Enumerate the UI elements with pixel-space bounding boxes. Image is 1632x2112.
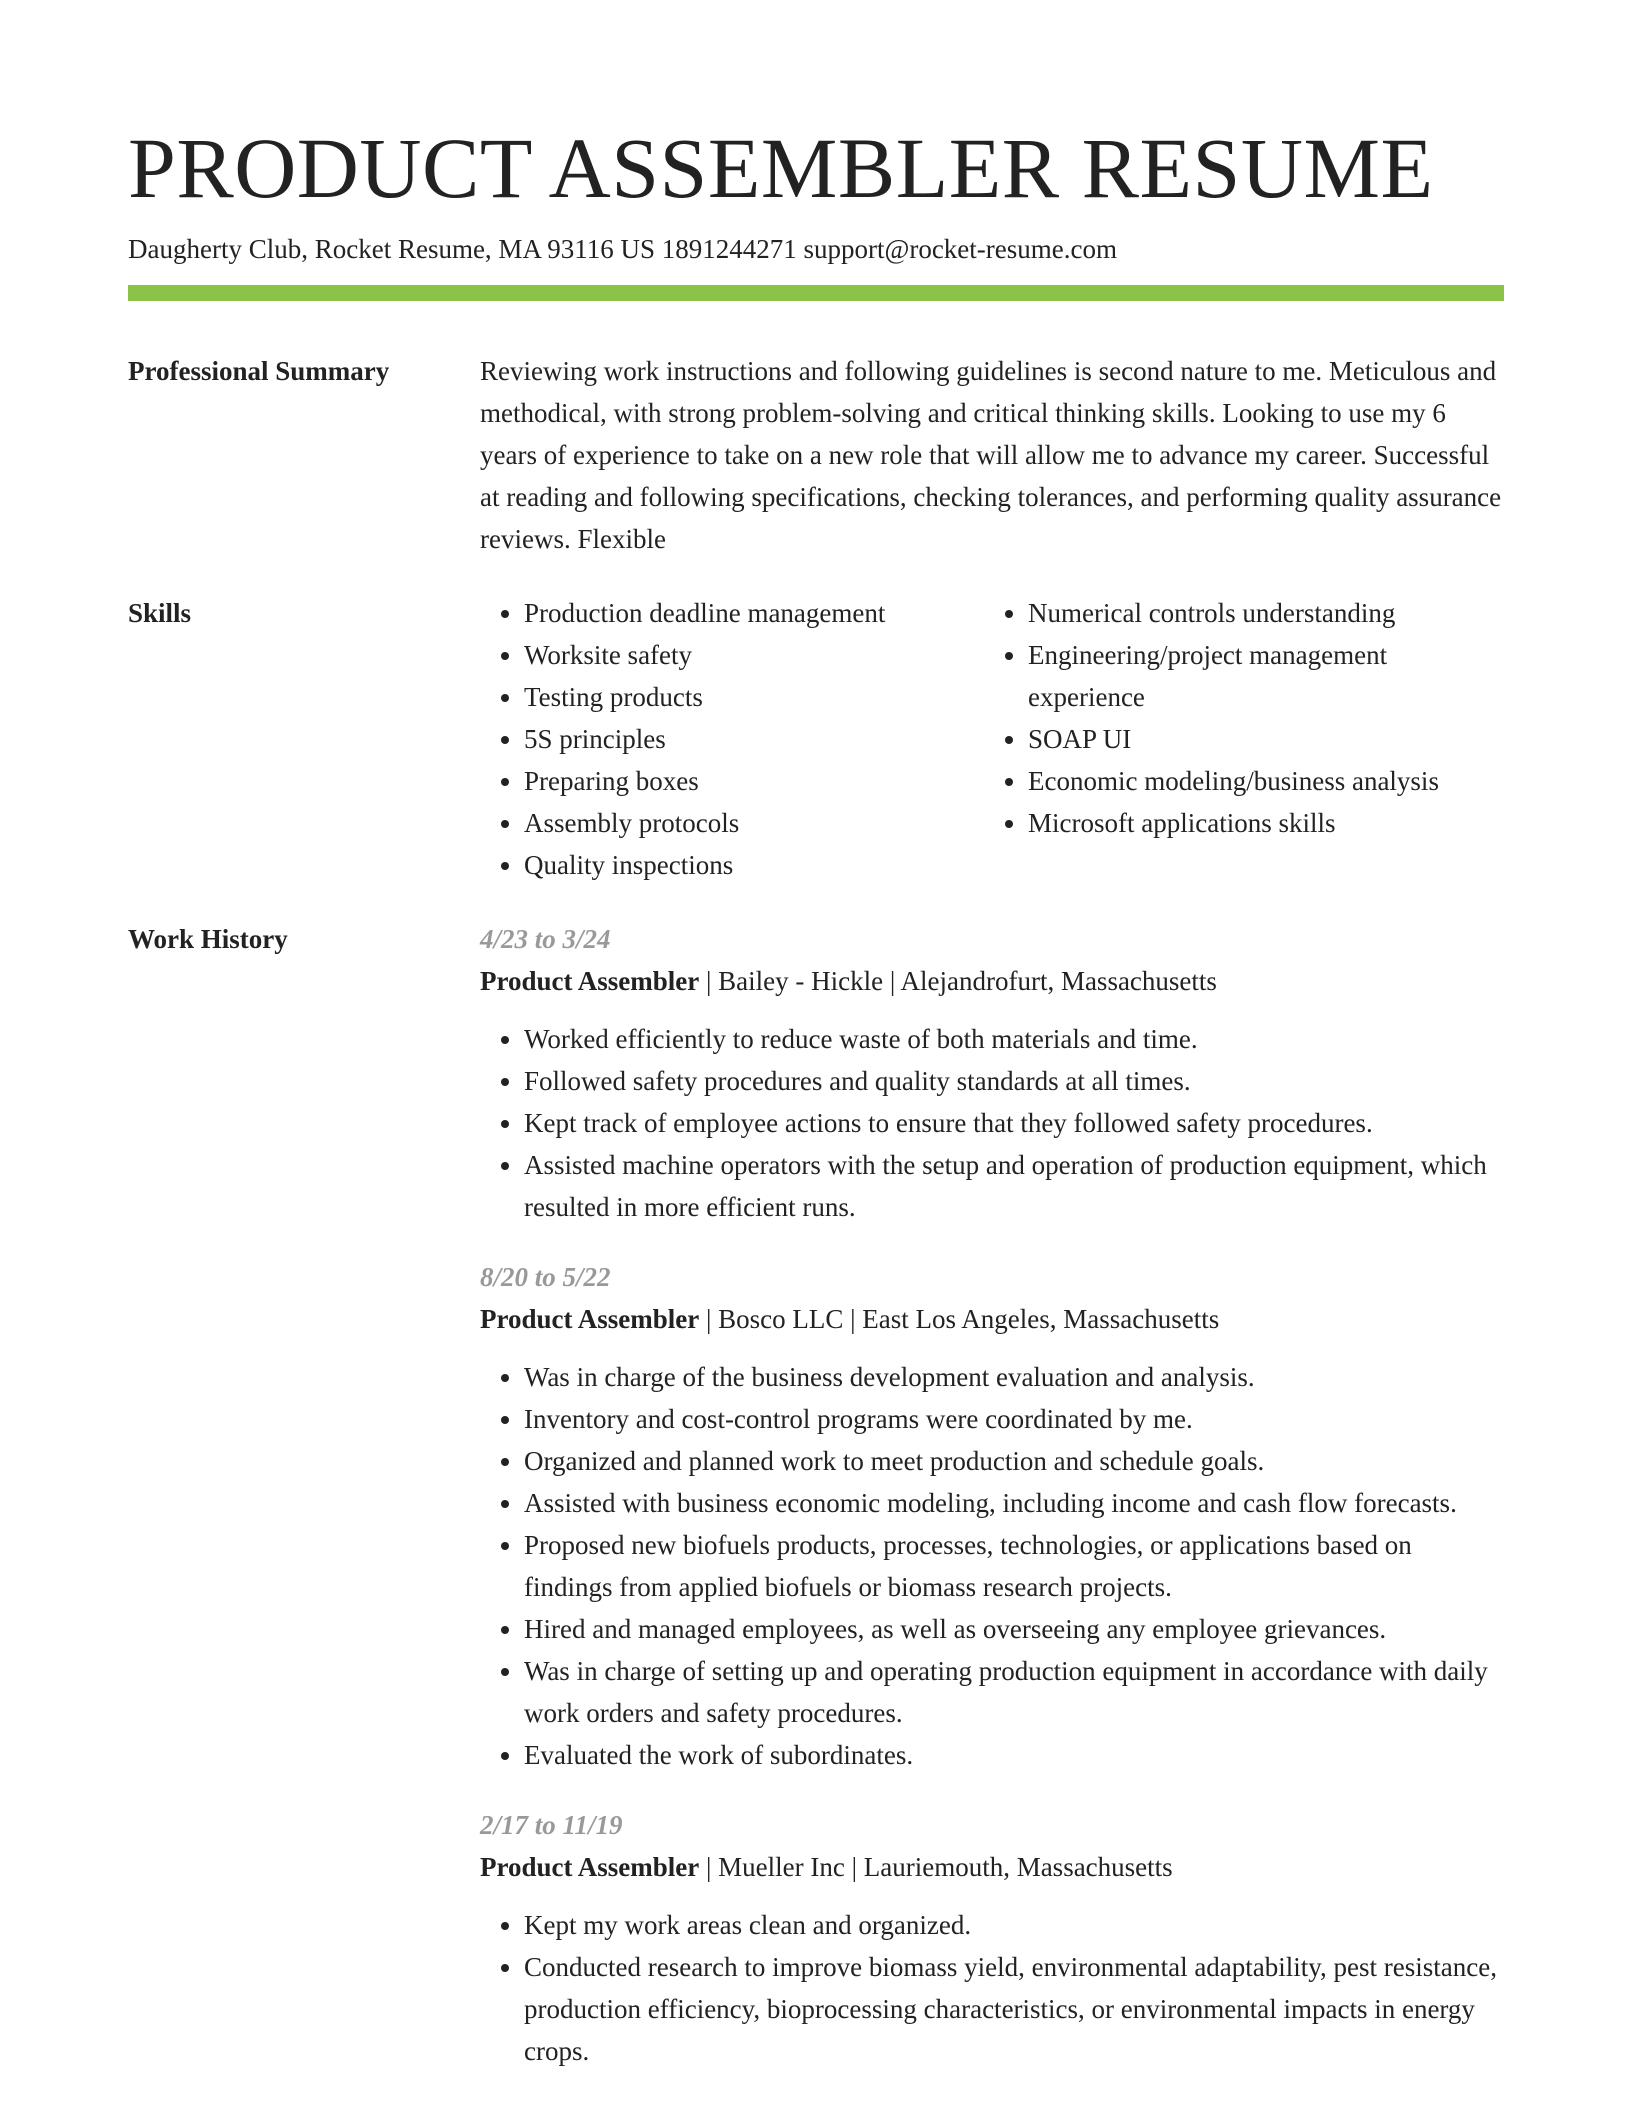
job-bullet: • Assisted machine operators with the setup and operation of production equipment, which resulted in more efficient runs.: [524, 1144, 1504, 1228]
job-employer-location: | Mueller Inc | Lauriemouth, Massachusetts: [699, 1852, 1173, 1882]
skill-item: • Microsoft applications skills: [1028, 802, 1488, 844]
job-bullet: • Was in charge of setting up and operating production equipment in accordance with daily work orders and safety procedures.: [524, 1650, 1504, 1734]
skill-item: • SOAP UI: [1028, 718, 1488, 760]
skill-item: • Worksite safety: [524, 634, 984, 676]
skill-item: • Production deadline management: [524, 592, 984, 634]
skill-item: • Quality inspections: [524, 844, 984, 886]
job-bullet: • Kept my work areas clean and organized.: [524, 1904, 1504, 1946]
job-heading: [480, 960, 1504, 1002]
job-employer-location: | Bailey - Hickle | Alejandrofurt, Massachusetts: [699, 966, 1217, 996]
job-bullet: • Followed safety procedures and quality standards at all times.: [524, 1060, 1504, 1102]
resume-title: PRODUCT ASSEMBLER RESUME: [128, 120, 1434, 216]
skill-item: • Engineering/project management experience: [1028, 634, 1488, 718]
job-title: Product Assembler: [480, 1304, 700, 1334]
skill-item: • Preparing boxes: [524, 760, 984, 802]
skill-item: • 5S principles: [524, 718, 984, 760]
skills-columns: [480, 592, 1504, 886]
job-dates: 8/20 to 5/22: [480, 1262, 611, 1292]
job-bullet: • Organized and planned work to meet production and schedule goals.: [524, 1440, 1504, 1482]
job-bullet: • Evaluated the work of subordinates.: [524, 1734, 1504, 1776]
work-history-list: [480, 918, 1504, 2100]
job-bullet: • Assisted with business economic modeling, including income and cash flow forecasts.: [524, 1482, 1504, 1524]
skills-label: Skills: [128, 598, 192, 628]
job-title: Product Assembler: [480, 966, 700, 996]
summary-body: [480, 350, 1504, 560]
job-entry: [480, 918, 1504, 1228]
summary-label: Professional Summary: [128, 356, 390, 386]
skills-body: [480, 592, 1504, 886]
accent-divider: [128, 285, 1504, 301]
skill-item: • Assembly protocols: [524, 802, 984, 844]
job-entry: [480, 1804, 1504, 2072]
work-label: Work History: [128, 924, 288, 954]
job-bullet: • Conducted research to improve biomass yield, environmental adaptability, pest resistance, production efficiency, bioprocessing characteristics, or environmental impacts in energy crops.: [524, 1946, 1504, 2072]
job-bullet-list: [480, 1904, 1504, 2072]
job-bullet-list: [480, 1356, 1504, 1776]
skill-item: • Economic modeling/business analysis: [1028, 760, 1488, 802]
job-dates: 4/23 to 3/24: [480, 924, 611, 954]
job-bullet: • Worked efficiently to reduce waste of both materials and time.: [524, 1018, 1504, 1060]
job-bullet: • Kept track of employee actions to ensure that they followed safety procedures.: [524, 1102, 1504, 1144]
job-bullet: • Hired and managed employees, as well as overseeing any employee grievances.: [524, 1608, 1504, 1650]
job-bullet: • Was in charge of the business development evaluation and analysis.: [524, 1356, 1504, 1398]
job-bullet: • Proposed new biofuels products, processes, technologies, or applications based on findings from applied biofuels or biomass research projects.: [524, 1524, 1504, 1608]
skill-item: • Numerical controls understanding: [1028, 592, 1488, 634]
job-employer-location: | Bosco LLC | East Los Angeles, Massachusetts: [699, 1304, 1220, 1334]
job-heading: [480, 1298, 1504, 1340]
job-title: Product Assembler: [480, 1852, 700, 1882]
job-entry: [480, 1256, 1504, 1776]
skill-item: • Testing products: [524, 676, 984, 718]
contact-line: Daugherty Club, Rocket Resume, MA 93116 US 1891244271 support@rocket-resume.com: [128, 234, 1117, 264]
job-heading: [480, 1846, 1504, 1888]
skills-list-left: [480, 592, 984, 886]
job-dates: 2/17 to 11/19: [480, 1810, 623, 1840]
job-bullet: • Inventory and cost-control programs were coordinated by me.: [524, 1398, 1504, 1440]
skills-list-right: [984, 592, 1488, 886]
summary-text: Reviewing work instructions and following guidelines is second nature to me. Meticulous and methodical, with strong problem-solving and critical thinking skills. Looking to use my 6 years of experience to take on a new role that will allow me to advance my career. Successful at reading and following specifications, checking tolerances, and performing quality assurance reviews. Flexible: [480, 356, 1502, 554]
job-bullet-list: [480, 1018, 1504, 1228]
